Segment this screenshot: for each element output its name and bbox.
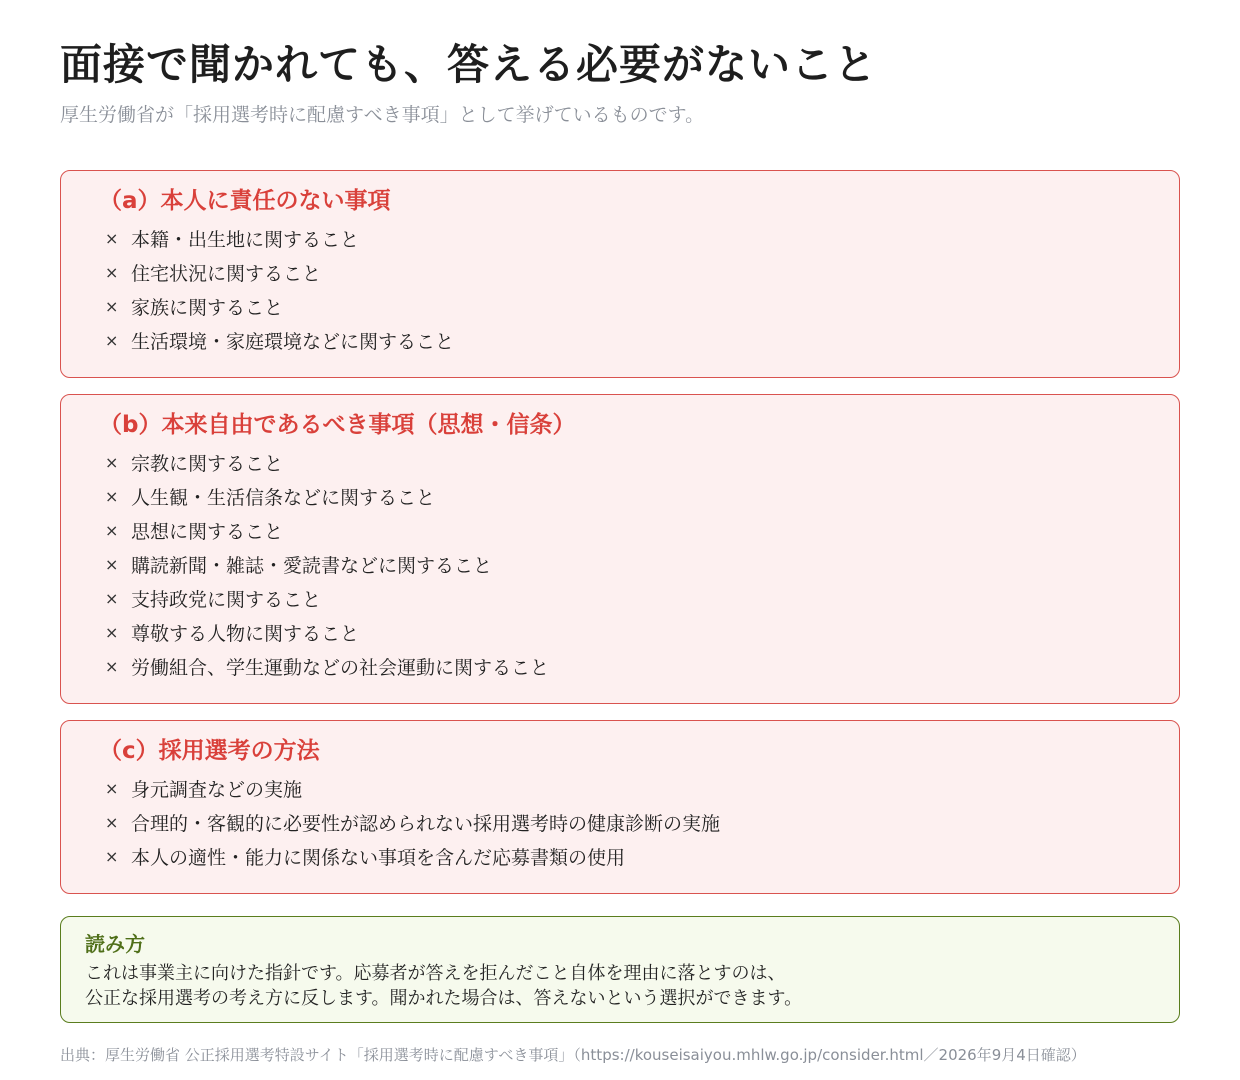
cross-icon: × — [105, 296, 119, 316]
cross-icon: × — [105, 452, 119, 472]
cross-icon: × — [105, 846, 119, 866]
cross-icon: × — [105, 656, 119, 676]
cross-icon: × — [105, 554, 119, 574]
list-item — [99, 839, 1155, 873]
reading-note — [60, 916, 1180, 1023]
page-subtitle: 厚生労働省が「採用選考時に配慮すべき事項」として挙げているものです。 — [60, 104, 705, 126]
list-item — [99, 581, 1155, 615]
list-item — [99, 649, 1155, 683]
list-item — [99, 445, 1155, 479]
list-item-text: 合理的・客観的に必要性が認められない採用選考時の健康診断の実施 — [131, 812, 721, 835]
section-title-c: （c）採用選考の方法 — [99, 738, 320, 764]
note-title: 読み方 — [85, 932, 145, 956]
cross-icon: × — [105, 520, 119, 540]
cross-icon: × — [105, 486, 119, 506]
section-title-a: （a）本人に責任のない事項 — [99, 188, 391, 214]
section-card-a — [60, 170, 1180, 378]
list-item — [99, 771, 1155, 805]
cross-icon: × — [105, 622, 119, 642]
list-item-text: 思想に関すること — [131, 520, 284, 543]
list-item-text: 住宅状況に関すること — [131, 262, 322, 285]
cross-icon: × — [105, 778, 119, 798]
list-item — [99, 615, 1155, 649]
section-card-b — [60, 394, 1180, 704]
cross-icon: × — [105, 812, 119, 832]
list-item-text: 支持政党に関すること — [131, 588, 322, 611]
document-page — [60, 36, 1180, 1064]
source-citation: 出典：厚生労働省 公正採用選考特設サイト「採用選考時に配慮すべき事項」（https://kouseisaiyou.mhlw.go.jp/consider.html／2026年9月4日確認） — [60, 1046, 1086, 1064]
list-item — [99, 255, 1155, 289]
list-item-text: 本人の適性・能力に関係ない事項を含んだ応募書類の使用 — [131, 846, 626, 869]
note-line: これは事業主に向けた指針です。応募者が答えを拒んだこと自体を理由に落とすのは、 — [85, 963, 786, 984]
note-line: 公正な採用選考の考え方に反します。聞かれた場合は、答えないという選択ができます。 — [85, 988, 803, 1009]
page-title: 面接で聞かれても、答える必要がないこと — [60, 40, 878, 89]
note-body — [85, 961, 1155, 1011]
list-item-text: 人生観・生活信条などに関すること — [131, 486, 436, 509]
list-item-text: 労働組合、学生運動などの社会運動に関すること — [131, 656, 550, 679]
cross-icon: × — [105, 262, 119, 282]
list-item — [99, 323, 1155, 357]
list-item-text: 宗教に関すること — [131, 452, 284, 475]
list-item — [99, 513, 1155, 547]
list-item — [99, 479, 1155, 513]
section-card-c — [60, 720, 1180, 894]
list-item-text: 家族に関すること — [131, 296, 284, 319]
cross-icon: × — [105, 228, 119, 248]
list-item-text: 尊敬する人物に関すること — [131, 622, 360, 645]
list-item — [99, 805, 1155, 839]
section-title-b: （b）本来自由であるべき事項（思想・信条） — [99, 412, 576, 438]
list-item-text: 身元調査などの実施 — [131, 778, 303, 801]
list-item-text: 生活環境・家庭環境などに関すること — [131, 330, 455, 353]
list-item — [99, 547, 1155, 581]
list-item-text: 本籍・出生地に関すること — [131, 228, 360, 251]
cross-icon: × — [105, 330, 119, 350]
list-item-text: 購読新聞・雑誌・愛読書などに関すること — [131, 554, 493, 577]
list-item — [99, 221, 1155, 255]
list-item — [99, 289, 1155, 323]
cross-icon: × — [105, 588, 119, 608]
